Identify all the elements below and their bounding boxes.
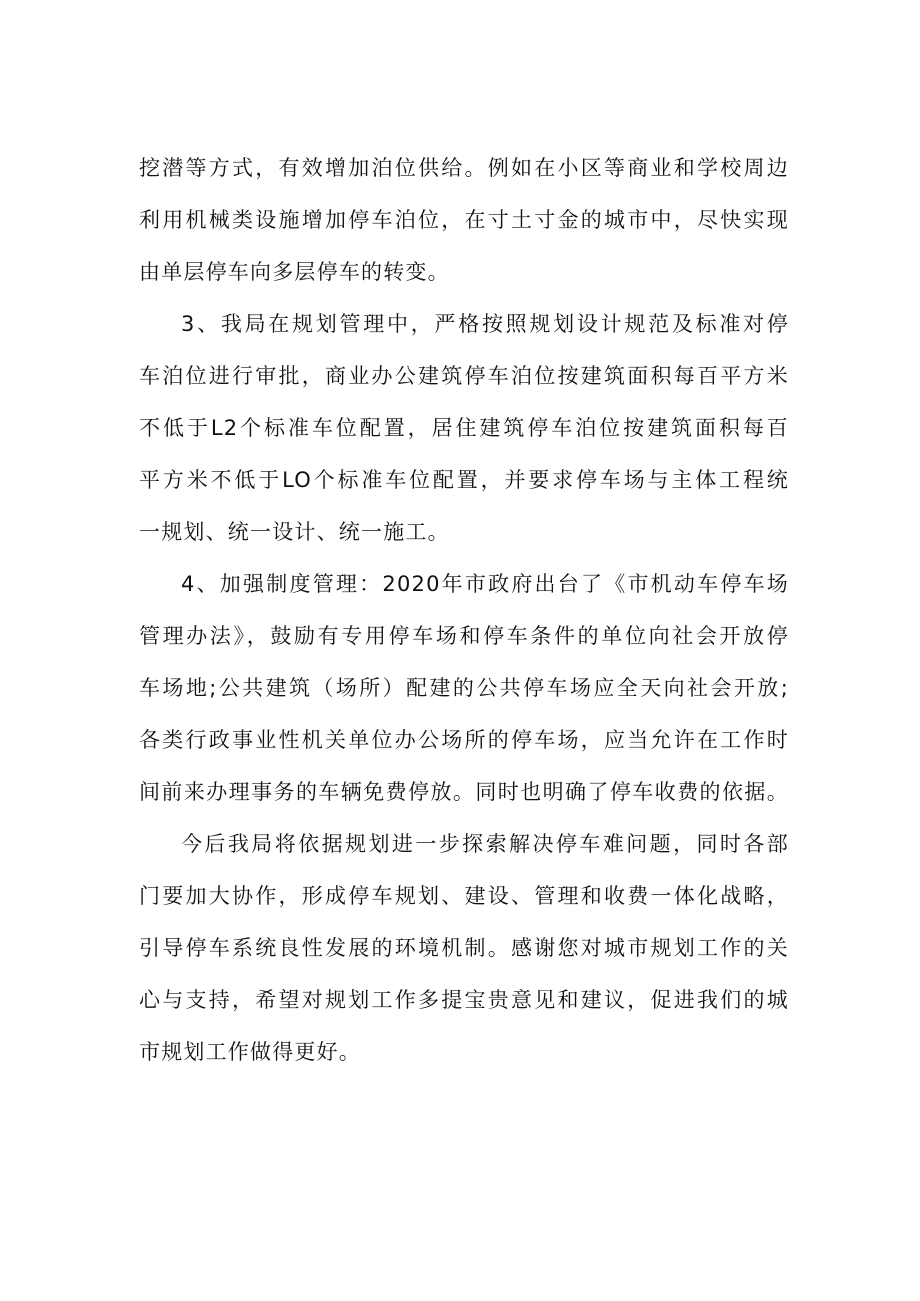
paragraph-line: 各类行政事业性机关单位办公场所的停车场，应当允许在工作时 <box>139 728 789 752</box>
paragraph-line: 心与支持，希望对规划工作多提宝贵意见和建议，促进我们的城 <box>139 988 789 1012</box>
paragraph-line: 门要加大协作，形成停车规划、建设、管理和收费一体化战略， <box>139 884 789 908</box>
paragraph-line: 市规划工作做得更好。 <box>139 1040 361 1064</box>
paragraph-line: 利用机械类设施增加停车泊位，在寸土寸金的城市中，尽快实现 <box>139 208 789 232</box>
paragraph-line: 间前来办理事务的车辆免费停放。同时也明确了停车收费的依据。 <box>139 780 789 804</box>
paragraph-line: 今后我局将依据规划进一步探索解决停车难问题，同时各部 <box>181 832 789 856</box>
paragraph-line: 由单层停车向多层停车的转变。 <box>139 260 450 284</box>
paragraph-line: 不低于L2个标准车位配置，居住建筑停车泊位按建筑面积每百 <box>139 416 789 440</box>
paragraph-line: 一规划、统一设计、统一施工。 <box>139 520 450 544</box>
paragraph-line: 引导停车系统良性发展的环境机制。感谢您对城市规划工作的关 <box>139 936 789 960</box>
paragraph-line: 管理办法》，鼓励有专用停车场和停车条件的单位向社会开放停 <box>139 624 789 648</box>
paragraph-line: 4、加强制度管理：2020年市政府出台了《市机动车停车场 <box>181 572 789 596</box>
paragraph-line: 车场地;公共建筑（场所）配建的公共停车场应全天向社会开放; <box>139 676 789 700</box>
paragraph-line: 平方米不低于LO个标准车位配置，并要求停车场与主体工程统 <box>139 468 789 492</box>
paragraph-line: 3、我局在规划管理中，严格按照规划设计规范及标准对停 <box>181 312 789 336</box>
paragraph-line: 挖潜等方式，有效增加泊位供给。例如在小区等商业和学校周边 <box>139 156 789 180</box>
document-body <box>139 142 789 1078</box>
paragraph-line: 车泊位进行审批，商业办公建筑停车泊位按建筑面积每百平方米 <box>139 364 789 388</box>
